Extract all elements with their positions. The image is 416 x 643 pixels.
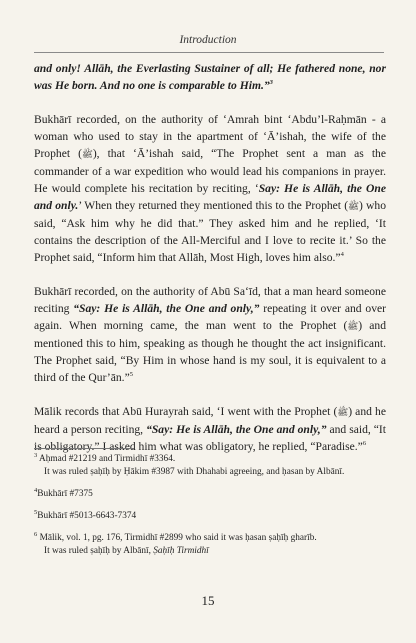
salutation-glyph: ﷺ: [337, 407, 349, 417]
p1-verse: Say: He is Allāh, the One and only.: [34, 182, 386, 212]
footnote-number: 3: [34, 451, 38, 459]
footnote-number: 6: [34, 530, 38, 538]
footnote-5: [34, 510, 386, 523]
footnote-ref-4: 4: [340, 251, 344, 259]
footnote-number: 4: [34, 486, 38, 494]
quote-text: and only! Allāh, the Everlasting Sustainer of all; He fathered none, nor was He born. And no one is comparable to Him.”: [34, 62, 386, 92]
footnote-text: Bukhārī #7375: [37, 489, 93, 499]
footnote-3: [34, 453, 386, 466]
footnote-6: [34, 532, 386, 545]
p3-verse: “Say: He is Allāh, the One and only,”: [146, 423, 327, 436]
body-text: [34, 60, 386, 455]
p3-text-b: ) and he heard a person reciting,: [34, 405, 386, 436]
footnote-3-continued: It was ruled ṣaḥīḥ by Ḥākim #3987 with Dhahabi agreeing, and ḥasan by Albānī.: [44, 467, 345, 477]
footnote-ref-6: 6: [362, 440, 367, 448]
continued-quote: [34, 60, 386, 94]
paragraph-1: [34, 111, 386, 266]
p2-verse: “Say: He is Allāh, the One and only,”: [73, 302, 260, 315]
p1-text-d: ’ When they returned they mentioned this to the Prophet (: [78, 199, 349, 212]
paragraph-2: [34, 283, 386, 386]
page-number: 15: [201, 593, 215, 608]
p1-quote-open: ‘: [254, 182, 259, 195]
footnote-ref-5: 5: [129, 371, 133, 379]
p2-text-a: Bukhārī recorded, on the authority of Abū Sa‘īd, that a man heard someone reciting: [34, 285, 386, 315]
header-rule: [34, 52, 384, 53]
running-header: Introduction: [179, 34, 237, 46]
footnote-book-title: Ṣaḥīḥ Tirmidhī: [153, 546, 209, 556]
salutation-glyph: ﷺ: [347, 321, 359, 331]
footnote-ref-3: 3: [269, 79, 273, 87]
footnotes: [34, 453, 386, 558]
footnote-text: Mālik, vol. 1, pg. 176, Tirmidhī #2899 who said it was ḥasan ṣaḥīḥ gharīb.: [37, 533, 317, 543]
footnote-6-continued: [44, 545, 386, 558]
p1-text-a: Bukhārī recorded, on the authority of ‘Amrah bint ‘Abdu’l-Raḥmān - a woman who used to stay in the apartment of ‘Ā’ishah, the wife of the Prophet (: [34, 113, 386, 160]
p1-text-e: ) who said, “Ask him why he did that.” They asked him and he replied, ‘It contains the description of the All-Merciful and I love to recite it.’ So the Prophet said, “Inform him that Allāh, Most High, loves him also.”: [34, 199, 386, 264]
footnote-4: [34, 488, 386, 501]
p3-text-a: Mālik records that Abū Hurayrah said, ‘I went with the Prophet (: [34, 405, 338, 418]
p3-text-d: and said, “It is obligatory.” I asked him what was obligatory, he replied, “Paradise.”: [34, 423, 386, 453]
footnote-text: Aḥmad #21219 and Tirmidhī #3364.: [37, 454, 176, 464]
footnote-number: 5: [34, 508, 38, 516]
p2-text-c: repeating it over and over again. When morning came, the man went to the Prophet (: [34, 302, 386, 332]
p2-text-d: ) and mentioned this to him, speaking as though he thought the act insignificant. The Prophet said, “By Him in whose hand is my soul, it is equivalent to a third of the Qur’ān.”: [34, 319, 386, 384]
p1-text-b: ), that ‘Ā’ishah said, “The Prophet sent a man as the commander of a war expedition who would lead his companions in prayer. He would complete his recitation by reciting,: [34, 147, 386, 195]
footnote-text: It was ruled ṣaḥīḥ by Albānī,: [44, 546, 154, 556]
footnote-rule: [34, 448, 134, 449]
salutation-glyph: ﷺ: [348, 201, 359, 211]
salutation-glyph: ﷺ: [81, 149, 93, 159]
footnote-text: Bukhārī #5013-6643-7374: [37, 511, 137, 521]
